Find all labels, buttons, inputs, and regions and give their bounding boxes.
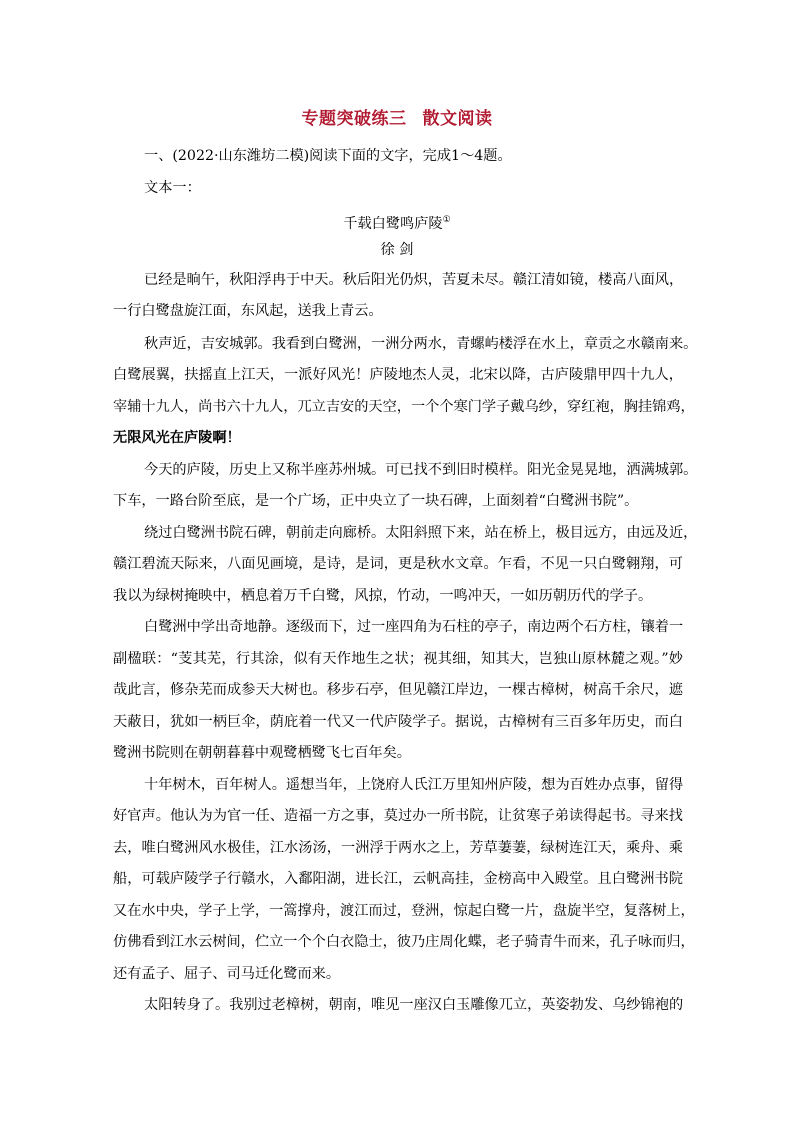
paragraph-line: 又在水中央，学子上学，一篙撑舟，渡江而过，登洲，惊起白鹭一片，盘旋半空，复落树上， bbox=[113, 903, 695, 919]
question-intro: 一、(2022·山东潍坊二模)阅读下面的文字，完成1～4题。 bbox=[144, 148, 512, 164]
paragraph-line: 船，可载庐陵学子行赣水，入鄱阳湖，进长江，云帆高挂，金榜高中入殿堂。且白鹭洲书院 bbox=[113, 871, 683, 887]
paragraph-line: 无限风光在庐陵啊！ bbox=[113, 430, 241, 446]
paragraph-line: 去，唯白鹭洲风水极佳，江水汤汤，一洲浮于两水之上，芳草萋萋，绿树连江天，乘舟、乘 bbox=[113, 840, 683, 856]
article-author: 徐 剑 bbox=[380, 242, 414, 258]
paragraph-line: 副楹联：“芰其芜，行其涂，似有天作地生之状；视其细，知其大，岂独山原林麓之观。”妙 bbox=[113, 651, 683, 667]
paragraph-line: 哉此言，修杂芜而成参天大树也。移步石亭，但见赣江岸边，一棵古樟树，树高千余尺，遮 bbox=[113, 682, 683, 698]
title-part-1: 专题突破练三 bbox=[301, 109, 407, 129]
paragraph-line: 下车，一路台阶至底，是一个广场，正中央立了一块石碑，上面刻着“白鹭洲书院”。 bbox=[113, 493, 639, 509]
page-title bbox=[0, 104, 794, 129]
paragraph-line: 十年树木，百年树人。遥想当年，上饶府人氏江万里知州庐陵，想为百姓办点事，留得 bbox=[144, 777, 684, 793]
paragraph-line: 白鹭展翼，扶摇直上江天，一派好风光！庐陵地杰人灵，北宋以降，古庐陵鼎甲四十九人， bbox=[113, 367, 683, 383]
paragraph-line: 鹭洲书院则在朝朝暮暮中观鹭栖鹭飞七百年矣。 bbox=[113, 745, 411, 761]
paragraph-line: 今天的庐陵，历史上又称半座苏州城。可已找不到旧时模样。阳光金晃晃地，洒满城郭。 bbox=[144, 462, 698, 478]
footnote-marker: ① bbox=[442, 215, 451, 225]
paragraph-line: 好官声。他认为为官一任、造福一方之事，莫过办一所书院，让贫寒子弟读得起书。寻来找 bbox=[113, 808, 683, 824]
paragraph-line: 秋声近，吉安城郭。我看到白鹭洲，一洲分两水，青螺屿楼浮在水上，章贡之水赣南来。 bbox=[144, 336, 698, 352]
paragraph-line: 太阳转身了。我别过老樟树，朝南，唯见一座汉白玉雕像兀立，英姿勃发、乌纱锦袍的 bbox=[144, 997, 684, 1013]
paragraph-line: 白鹭洲中学出奇地静。逐级而下，过一座四角为石柱的亭子，南边两个石方柱，镶着一 bbox=[144, 619, 684, 635]
paragraph-line: 仿佛看到江水云树间，伫立一个个白衣隐士，彼乃庄周化蝶，老子骑青牛而来，孔子咏而归， bbox=[113, 934, 695, 950]
paragraph-line: 还有孟子、屈子、司马迁化鹭而来。 bbox=[113, 966, 341, 982]
text-label: 文本一： bbox=[144, 180, 201, 196]
paragraph-line: 已经是晌午，秋阳浮冉于中天。秋后阳光仍炽，苦夏未尽。赣江清如镜，楼高八面风， bbox=[144, 272, 684, 288]
paragraph-line: 绕过白鹭洲书院石碑，朝前走向廊桥。太阳斜照下来，站在桥上，极目远方，由远及近， bbox=[144, 525, 698, 541]
paragraph-line: 天蔽日，犹如一柄巨伞，荫庇着一代又一代庐陵学子。据说，古樟树有三百多年历史，而白 bbox=[113, 714, 683, 730]
title-part-2: 散文阅读 bbox=[422, 109, 493, 129]
paragraph-line: 宰辅十九人，尚书六十九人，兀立吉安的天空，一个个寒门学子戴乌纱，穿红袍，胸挂锦鸡， bbox=[113, 399, 695, 415]
paragraph-line: 一行白鹭盘旋江面，东风起，送我上青云。 bbox=[113, 303, 383, 319]
article-title: 千载白鹭鸣庐陵① bbox=[343, 215, 451, 232]
paragraph-line: 赣江碧流天际来，八面见画境，是诗，是词，更是秋水文章。乍看，不见一只白鹭翱翔，可 bbox=[113, 556, 683, 572]
paragraph-line: 我以为绿树掩映中，栖息着万千白鹭，风掠，竹动，一鸣冲天，一如历朝历代的学子。 bbox=[113, 588, 653, 604]
